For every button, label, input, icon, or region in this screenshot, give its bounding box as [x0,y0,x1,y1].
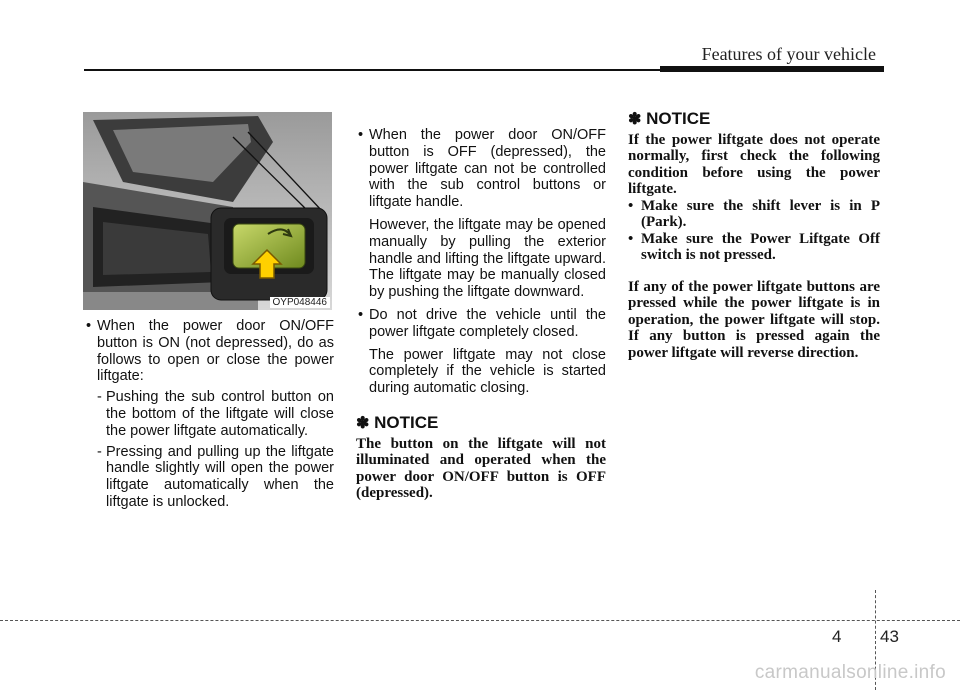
notice-outro: If any of the power liftgate buttons are pressed while the power liftgate is in operation, the power liftgate will stop. If any button is pressed again the power liftgate will reverse direction. [628,278,880,361]
check-shift-lever: • Make sure the shift lever is in P (Park). [628,198,880,231]
dash-sub-control: - Pushing the sub control button on the bottom of the liftgate will close the power liftgate automatically. [84,389,334,439]
notice-intro: If the power liftgate does not operate normally, first check the following condition before using the power liftgate. [628,131,880,198]
notice-title: NOTICE [374,412,439,432]
header-title: Features of your vehicle [701,44,876,64]
watermark: carmanualsonline.info [754,662,946,683]
column-3 [628,111,880,361]
notice-heading [628,111,880,129]
notice-text: The button on the liftgate will not illuminated and operated when the power door ON/OFF button is OFF (depressed). [356,435,606,502]
notice-heading [356,412,606,433]
column-1 [84,318,334,511]
page-number-value: 43 [880,627,899,646]
notice-mark-icon: ✽ [356,414,370,432]
check-off-switch: • Make sure the Power Liftgate Off switch is not pressed. [628,231,880,264]
figure-code: OYP048446 [270,297,331,308]
bullet-button-off-para: However, the liftgate may be opened manually by pulling the exterior handle and lifting the liftgate upward. The liftgate may be manually closed by pushing the liftgate downward. [369,216,606,301]
dash-handle: - Pressing and pulling up the liftgate handle slightly will open the power liftgate automatically when the liftgate is unlocked. [84,444,334,511]
section-number: 4 [832,627,842,646]
header-rule-accent [660,66,884,72]
column-2 [356,127,606,502]
footer-rule [0,620,960,621]
bullet-button-on: • When the power door ON/OFF button is ON (not depressed), do as follows to open or close the power liftgate: [84,318,334,385]
liftgate-photo [83,112,332,310]
bullet-do-not-drive-para: The power liftgate may not close completely if the vehicle is started during automatic closing. [369,346,606,397]
bullet-do-not-drive: • Do not drive the vehicle until the power liftgate completely closed. [356,307,606,341]
notice-mark-icon: ✽ [628,111,642,128]
liftgate-illustration [83,112,332,310]
notice-title: NOTICE [646,109,711,128]
bullet-button-off: • When the power door ON/OFF button is OFF (depressed), the power liftgate can not be controlled with the sub control buttons or liftgate handle. [356,127,606,211]
